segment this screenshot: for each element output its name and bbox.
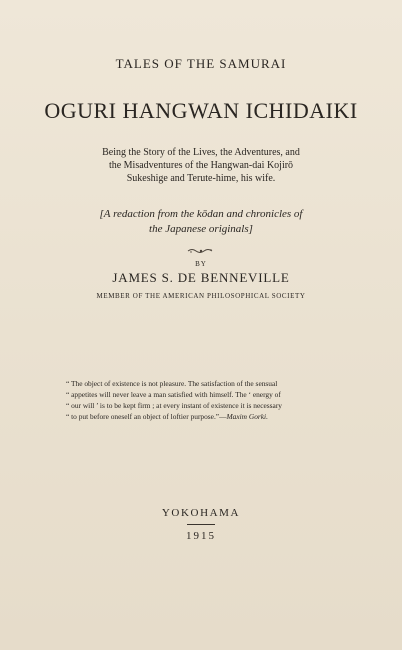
subtitle-line: Being the Story of the Lives, the Adventures, and xyxy=(102,147,300,158)
ornament-icon xyxy=(186,248,216,254)
publication-year: 1915 xyxy=(186,530,216,542)
author-affiliation: MEMBER OF THE AMERICAN PHILOSOPHICAL SOCIETY xyxy=(96,292,306,300)
redaction-line: [A redaction from the kōdan and chronicles of xyxy=(99,208,303,220)
subtitle-line: Sukeshige and Terute-hime, his wife. xyxy=(126,173,276,184)
author-name: JAMES S. DE BENNEVILLE xyxy=(112,270,290,285)
epigraph-line: “ our will ’ is to be kept firm ; at every instant of existence it is necessary xyxy=(66,401,282,410)
epigraph-line: “ appetites will never leave a man satisfied with himself. The ‘ energy of xyxy=(66,390,281,399)
redaction-line: the Japanese originals] xyxy=(149,223,253,235)
epigraph xyxy=(66,378,336,422)
epigraph-attribution: Maxim Gorki. xyxy=(226,412,268,421)
subtitle-line: the Misadventures of the Hangwan-dai Kojirō xyxy=(108,160,294,171)
subtitle xyxy=(0,146,402,185)
epigraph-line: “ The object of existence is not pleasure. The satisfaction of the sensual xyxy=(66,379,278,388)
publication-place: YOKOHAMA xyxy=(161,507,241,519)
divider-rule xyxy=(187,524,215,525)
redaction-note xyxy=(0,207,402,237)
by-label: BY xyxy=(195,260,207,268)
series-title: TALES OF THE SAMURAI xyxy=(115,56,287,71)
epigraph-line xyxy=(66,411,336,422)
book-title: OGURI HANGWAN ICHIDAIKI xyxy=(44,98,358,123)
epigraph-line-text: “ to put before oneself an object of loftier purpose.”— xyxy=(66,412,227,421)
